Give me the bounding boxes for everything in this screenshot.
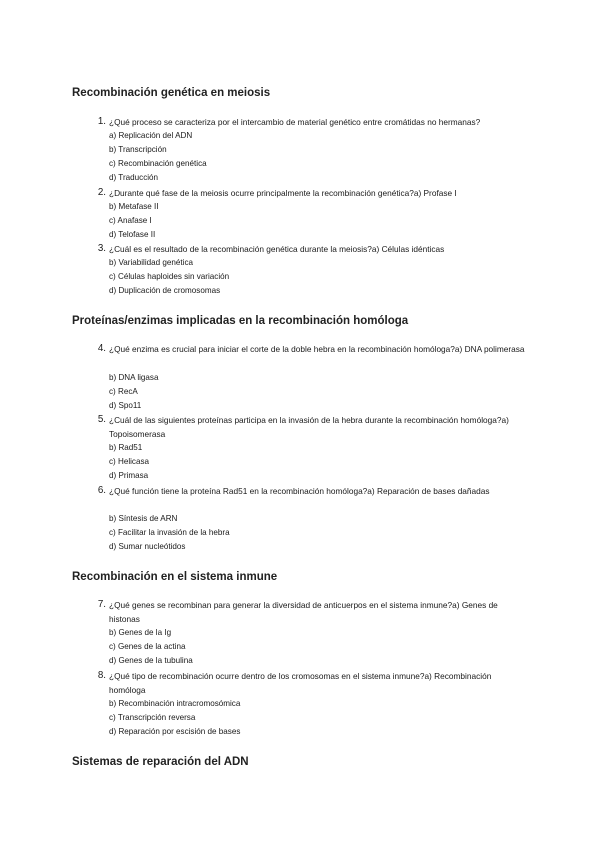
question-text: ¿Qué enzima es crucial para iniciar el corte de la doble hebra en la recombinación homóloga?a) DNA polimerasa bbox=[109, 344, 525, 354]
section-title: Recombinación en el sistema inmune bbox=[72, 571, 278, 583]
question-number: 4. bbox=[97, 343, 106, 354]
answer-option: b) Genes de la Ig bbox=[109, 628, 172, 637]
question-text: ¿Qué genes se recombinan para generar la diversidad de anticuerpos en el sistema inmune?a) Genes de histonas bbox=[109, 600, 498, 624]
question-number: 3. bbox=[97, 243, 106, 254]
question-text: ¿Qué tipo de recombinación ocurre dentro de los cromosomas en el sistema inmune?a) Recombinación homóloga bbox=[109, 671, 492, 695]
answer-option: d) Spo11 bbox=[109, 401, 142, 410]
section-title: Proteínas/enzimas implicadas en la recombinación homóloga bbox=[72, 315, 409, 327]
answer-option: c) Recombinación genética bbox=[109, 159, 207, 168]
question-number: 8. bbox=[97, 670, 106, 681]
section-title: Recombinación genética en meiosis bbox=[72, 87, 271, 99]
question-number: 6. bbox=[97, 485, 106, 496]
answer-option: b) Síntesis de ARN bbox=[109, 514, 178, 523]
question-number: 7. bbox=[97, 599, 106, 610]
answer-option: b) Variabilidad genética bbox=[109, 258, 193, 267]
answer-option: d) Primasa bbox=[109, 471, 149, 480]
answer-option: c) Helicasa bbox=[109, 457, 150, 466]
answer-option: c) Genes de la actina bbox=[109, 642, 186, 651]
answer-option: c) Células haploides sin variación bbox=[109, 272, 230, 281]
answer-option: c) Transcripción reversa bbox=[109, 713, 196, 722]
question-text: ¿Qué proceso se caracteriza por el intercambio de material genético entre cromátidas no hermanas? bbox=[109, 117, 481, 127]
question-number: 1. bbox=[97, 116, 106, 127]
answer-option: d) Sumar nucleótidos bbox=[109, 542, 186, 551]
answer-option: c) RecA bbox=[109, 387, 138, 396]
answer-option: d) Genes de la tubulina bbox=[109, 656, 193, 665]
question-text: ¿Cuál de las siguientes proteínas participa en la invasión de la hebra durante la recombinación homóloga?a) Topoisomerasa bbox=[109, 415, 509, 439]
question-number: 5. bbox=[97, 414, 106, 425]
section-title: Sistemas de reparación del ADN bbox=[72, 756, 249, 768]
question-text: ¿Qué función tiene la proteína Rad51 en la recombinación homóloga?a) Reparación de bases dañadas bbox=[109, 486, 490, 496]
question-number: 2. bbox=[97, 187, 106, 198]
answer-option: b) Rad51 bbox=[109, 443, 143, 452]
answer-option: c) Facilitar la invasión de la hebra bbox=[109, 528, 230, 537]
answer-option: b) Recombinación intracromosómica bbox=[109, 699, 241, 708]
answer-option: d) Traducción bbox=[109, 173, 159, 182]
answer-option: b) DNA ligasa bbox=[109, 373, 159, 382]
answer-option: a) Replicación del ADN bbox=[109, 131, 193, 140]
answer-option: b) Metafase II bbox=[109, 202, 159, 211]
answer-option: c) Anafase I bbox=[109, 216, 152, 225]
answer-option: d) Reparación por escisión de bases bbox=[109, 727, 241, 736]
answer-option: d) Duplicación de cromosomas bbox=[109, 286, 221, 295]
question-text: ¿Cuál es el resultado de la recombinación genética durante la meiosis?a) Células idénticas bbox=[109, 244, 445, 254]
answer-option: b) Transcripción bbox=[109, 145, 167, 154]
answer-option: d) Telofase II bbox=[109, 230, 156, 239]
question-text: ¿Durante qué fase de la meiosis ocurre principalmente la recombinación genética?a) Profase I bbox=[109, 188, 457, 198]
